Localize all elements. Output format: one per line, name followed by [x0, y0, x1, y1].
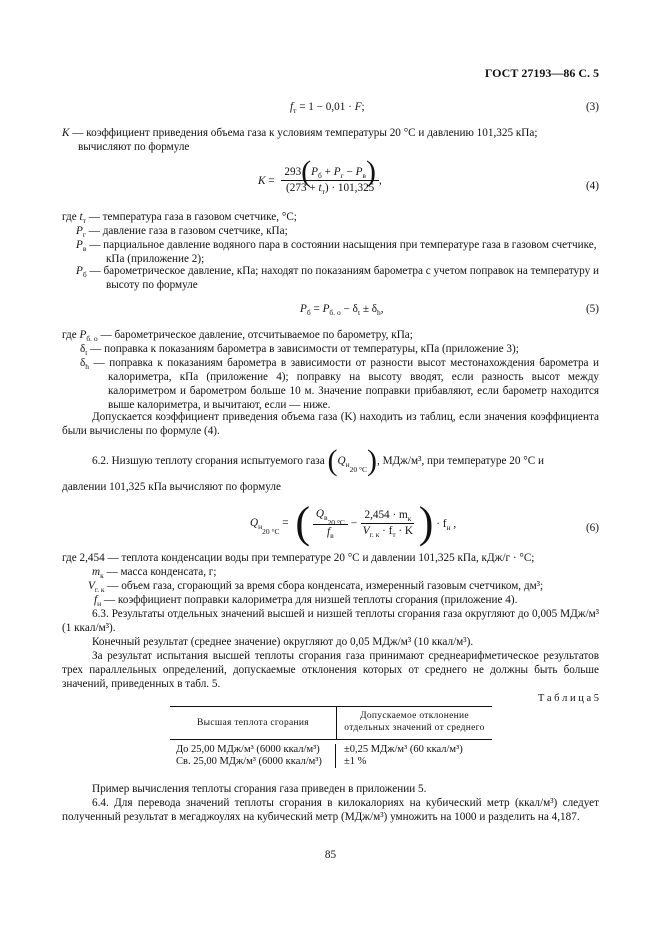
definition-pv: $P_в$ — парциальное давление водяного пара в состоянии насыщения при температуре газа в газовом счетчике, кПа (приложение 2); [76, 239, 597, 265]
definition-dt: $\delta_t$ — поправка к показаниям барометра в зависимости от температуры, кПа (приложение 3); [80, 343, 519, 357]
definition-pb: $P_б$ — барометрическое давление, кПа; находят по показаниям барометра с учетом поправок на температуру и высоту по формуле [76, 265, 599, 291]
equation-4-number: (4) [585, 180, 599, 192]
table-caption: Т а б л и ц а 5 [537, 693, 599, 704]
page-header: ГОСТ 27193—86 С. 5 [484, 66, 599, 80]
equation-5: $P_б = P_{б. о} - \delta_t \pm \delta_h$, [300, 303, 384, 317]
table-header-col2: Допускаемое отклонение отдельных значений от среднего [344, 711, 485, 733]
equation-6-number: (6) [585, 522, 599, 534]
section-6-3-final: Конечный результат (среднее значение) округляют до 0,05 МДж/м³ (10 ккал/м³). [92, 636, 474, 648]
equation-6: $Q_{н20 ^\circ С}$ = ( $\frac{Q_{в20 ^\circ С}}{f_в}$ − $\frac{2,454 \cdot m_к}{V_{г. к} \cdot f_т \cdot K}$ ) · $f_н$ , [250, 498, 457, 548]
page-number: 85 [324, 849, 337, 861]
table-row: ±1 % [344, 756, 367, 767]
equation-3: $f_т = 1 - 0,01 \cdot F$; [290, 101, 365, 115]
definition-fn: $f_н$ — коэффициент поправки калориметра для низшей теплоты сгорания (приложение 4). [94, 594, 518, 608]
section-6-2-cont: давлении 101,325 кПа вычисляют по формуле [62, 481, 281, 493]
table-row: ±0,25 МДж/м³ (60 ккал/м³) [344, 744, 463, 755]
table-row: До 25,00 МДж/м³ (6000 ккал/м³) [176, 744, 320, 755]
definition-vgk: $V_{г. к}$ — объем газа, сгорающий за время сбора конденсата, измеренный газовым счетчиком, дм³; [88, 580, 544, 594]
example-line: Пример вычисления теплоты сгорания газа приведен в приложении 5. [92, 783, 427, 795]
section-6-3-result: За результат испытания высшей теплоты сгорания газа принимают среднеарифметическое результатов трех параллельных определений, допускаемые отклонения которых от среднего не должны быть больше значений, приведенных в табл. 5. [62, 650, 599, 690]
table-col2-cells [336, 744, 492, 768]
table-header-col1: Высшая теплота сгорания [170, 707, 337, 739]
equation-5-number: (5) [585, 303, 599, 315]
table-5 [170, 706, 492, 768]
definition-pg: $P_г$ — давление газа в газовом счетчике, кПа; [76, 225, 288, 239]
definition-dh: $\delta_h$ — поправка к показаниям барометра в зависимости от разности высот местонахождения барометра и калориметра, кПа (приложение 4); поправку на высоту вводят, если разность высот между калориметром и барометром больше 10 м. Значение поправки прибавляют, если барометр находится выше калориметра, и вычитают, если — ниже. [80, 357, 599, 411]
equation-4: K = $\frac{293(P_б + P_г - P_в)}{(273 + t_т) \cdot 101,325}$ , [258, 155, 382, 196]
definition-mk: $m_к$ — масса конденсата, г; [92, 566, 217, 580]
definition-pbo: где $P_{б. о}$ — барометрическое давление, отсчитываемое по барометру, кПа; [62, 329, 413, 343]
k-definition: K — коэффициент приведения объема газа к условиям температуры 20 °С и давлению 101,325 кПа; вычисляют по формуле [62, 127, 538, 153]
section-6-2: 6.2. Низшую теплоту сгорания испытуемого газа $(Q_{н20 ^\circ С})$, МДж/м³, при температуре 20 °С и [92, 444, 544, 477]
definition-2454: где 2,454 — теплота конденсации воды при температуре 20 °С и давлении 101,325 кПа, кДж/г · °С; [62, 552, 535, 564]
definition-t: где $t_т$ — температура газа в газовом счетчике, °С; [62, 211, 297, 225]
section-6-4: 6.4. Для перевода значений теплоты сгорания в килокалориях на кубический метр (ккал/м³) следует полученный результат в мегаджоулях на кубический метр (МДж/м³) умножить на 1000 и разделить на 4,187. [62, 797, 599, 823]
equation-3-number: (3) [585, 101, 599, 113]
allowance-paragraph: Допускается коэффициент приведения объема газа (K) находить из таблиц, если значения коэффициента были вычислены по формуле (4). [62, 411, 599, 437]
section-6-3: 6.3. Результаты отдельных значений высшей и низшей теплоты сгорания газа округляют до 0,005 МДж/м³ (1 ккал/м³). [62, 608, 599, 634]
table-row: Св. 25,00 МДж/м³ (6000 ккал/м³) [176, 756, 322, 767]
table-col1-cells [170, 744, 336, 768]
